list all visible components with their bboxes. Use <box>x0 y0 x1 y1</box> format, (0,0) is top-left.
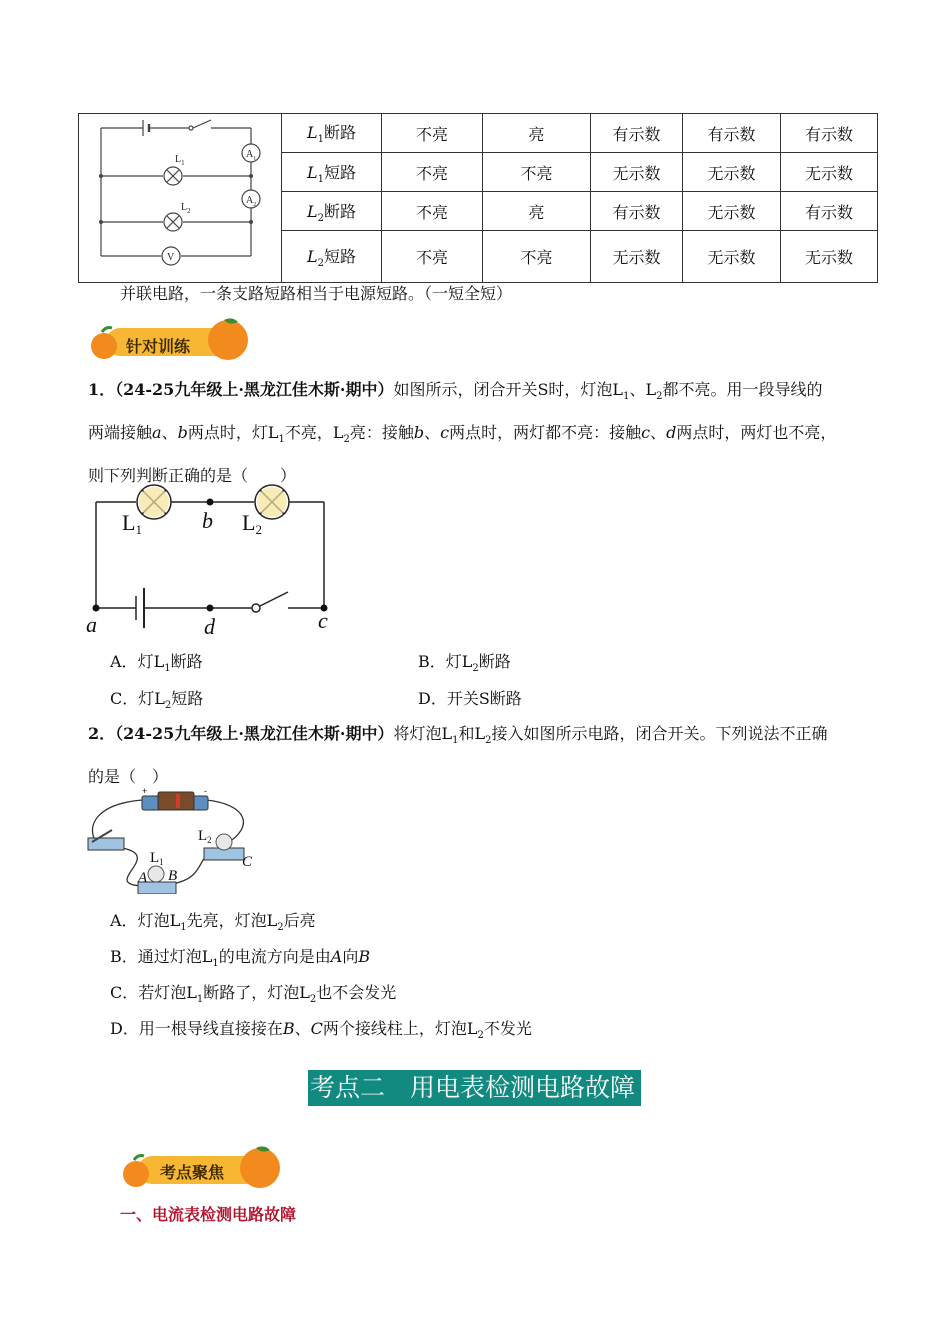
table-cell: 有示数 <box>781 192 878 231</box>
svg-text:L2: $L_2$ <box>181 202 191 215</box>
diagram-label-a2: A <box>246 195 254 206</box>
table-cell: 有示数 <box>781 114 878 153</box>
question-1: 1．（24-25九年级上·黑龙江佳木斯·期中）如图所示，闭合开关S时，灯泡$L_1$、$L_2$都不亮。用一段导线的 两端接触a、b两点时，灯$L_1$不亮，$L_2$亮：接触b、c两点时，两灯都不亮：接触c、d两点时，两灯也不亮， 则下列判断正确的是（ ） <box>88 380 837 486</box>
q1-fig-label-b: b <box>202 508 213 533</box>
table-cell-fault: $L_1$断路 <box>282 114 382 153</box>
table-cell: 无示数 <box>683 231 781 283</box>
svg-text:L1: $L_1$ <box>175 154 185 167</box>
parallel-short-note: 并联电路，一条支路短路相当于电源短路。（一短全短） <box>120 284 513 303</box>
q1-fig-label-d: d <box>204 614 215 639</box>
q1-series-circuit <box>84 480 344 640</box>
svg-text:A1: $A_1$ <box>246 149 257 162</box>
table-cell: 无示数 <box>781 153 878 192</box>
q2-fig-label-a: A <box>138 870 148 886</box>
q2-fig-label-c: C <box>242 854 253 870</box>
svg-text:L1: L1 <box>122 510 142 537</box>
table-cell: 无示数 <box>591 153 683 192</box>
q1-fig-label-c: c <box>318 608 328 633</box>
table-cell: 无示数 <box>591 231 683 283</box>
fault-table <box>78 113 878 283</box>
table-cell: 不亮 <box>483 153 591 192</box>
q2-fig-label-l1: L <box>150 850 160 866</box>
table-cell-fault: $L_1$短路 <box>282 153 382 192</box>
battery-plus-label: + <box>142 786 148 796</box>
badge-key-points <box>120 1142 285 1194</box>
table-cell: 亮 <box>483 192 591 231</box>
diagram-label-l2: L <box>181 202 188 213</box>
table-cell: 无示数 <box>683 153 781 192</box>
table-cell-fault: $L_2$短路 <box>282 231 382 283</box>
table-cell: 有示数 <box>591 192 683 231</box>
table-cell: 无示数 <box>781 231 878 283</box>
q2-option-b[interactable]: B．通过灯泡$L_1$的电流方向是由A向B <box>110 947 371 970</box>
diagram-label-a1: A <box>246 149 254 160</box>
badge-targeted-training <box>88 314 253 366</box>
q1-fig-label-a: a <box>86 612 97 637</box>
q2-option-c[interactable]: C．若灯泡$L_1$断路了，灯泡$L_2$也不会发光 <box>110 983 397 1006</box>
diagram-label-v: V <box>167 252 175 263</box>
parallel-circuit-diagram <box>79 114 282 283</box>
table-cell: 有示数 <box>591 114 683 153</box>
q2-option-d[interactable]: D．用一根导线直接接在B、C两个接线柱上，灯泡$L_2$不发光 <box>110 1019 532 1042</box>
badge-label: 考点聚焦 <box>160 1163 225 1182</box>
diagram-label-l1: L <box>175 154 182 165</box>
q2-fig-label-b: B <box>168 868 178 884</box>
badge-label: 针对训练 <box>126 337 191 356</box>
battery-minus-label: - <box>204 786 207 796</box>
subsection-title: 一、电流表检测电路故障 <box>120 1205 297 1224</box>
q1-option-a[interactable]: A．灯$L_1$断路 <box>110 652 203 675</box>
table-cell: 有示数 <box>683 114 781 153</box>
q1-fig-label-l2: L <box>242 510 256 535</box>
table-cell: 不亮 <box>483 231 591 283</box>
table-cell-fault: $L_2$断路 <box>282 192 382 231</box>
svg-text:A2: $A_2$ <box>246 195 257 208</box>
q1-option-b[interactable]: B．灯$L_2$断路 <box>418 652 511 675</box>
q1-option-c[interactable]: C．灯$L_2$短路 <box>110 689 204 712</box>
q2-fig-label-l2: L <box>198 828 208 844</box>
table-cell: 不亮 <box>382 153 483 192</box>
table-cell: 亮 <box>483 114 591 153</box>
svg-text:L1: $L_1$ <box>150 850 164 867</box>
table-cell: 不亮 <box>382 114 483 153</box>
table-cell: 不亮 <box>382 231 483 283</box>
q1-fig-label-l1: L <box>122 510 136 535</box>
section-title: 考点二 用电表检测电路故障 <box>308 1070 641 1106</box>
table-cell: 无示数 <box>683 192 781 231</box>
q1-option-d[interactable]: D．开关S断路 <box>418 689 522 708</box>
svg-text:L2: $L_2$ <box>198 828 212 845</box>
parallel-circuit-svg <box>79 114 281 278</box>
question-2: 2．（24-25九年级上·黑龙江佳木斯·期中）将灯泡$L_1$和$L_2$接入如图所示电路，闭合开关。下列说法不正确 的是（ ） <box>88 724 828 787</box>
table-cell: 不亮 <box>382 192 483 231</box>
q2-physical-circuit <box>86 786 266 894</box>
svg-text:L2: L2 <box>242 510 262 537</box>
q2-option-a[interactable]: A．灯泡$L_1$先亮，灯泡$L_2$后亮 <box>110 911 316 934</box>
